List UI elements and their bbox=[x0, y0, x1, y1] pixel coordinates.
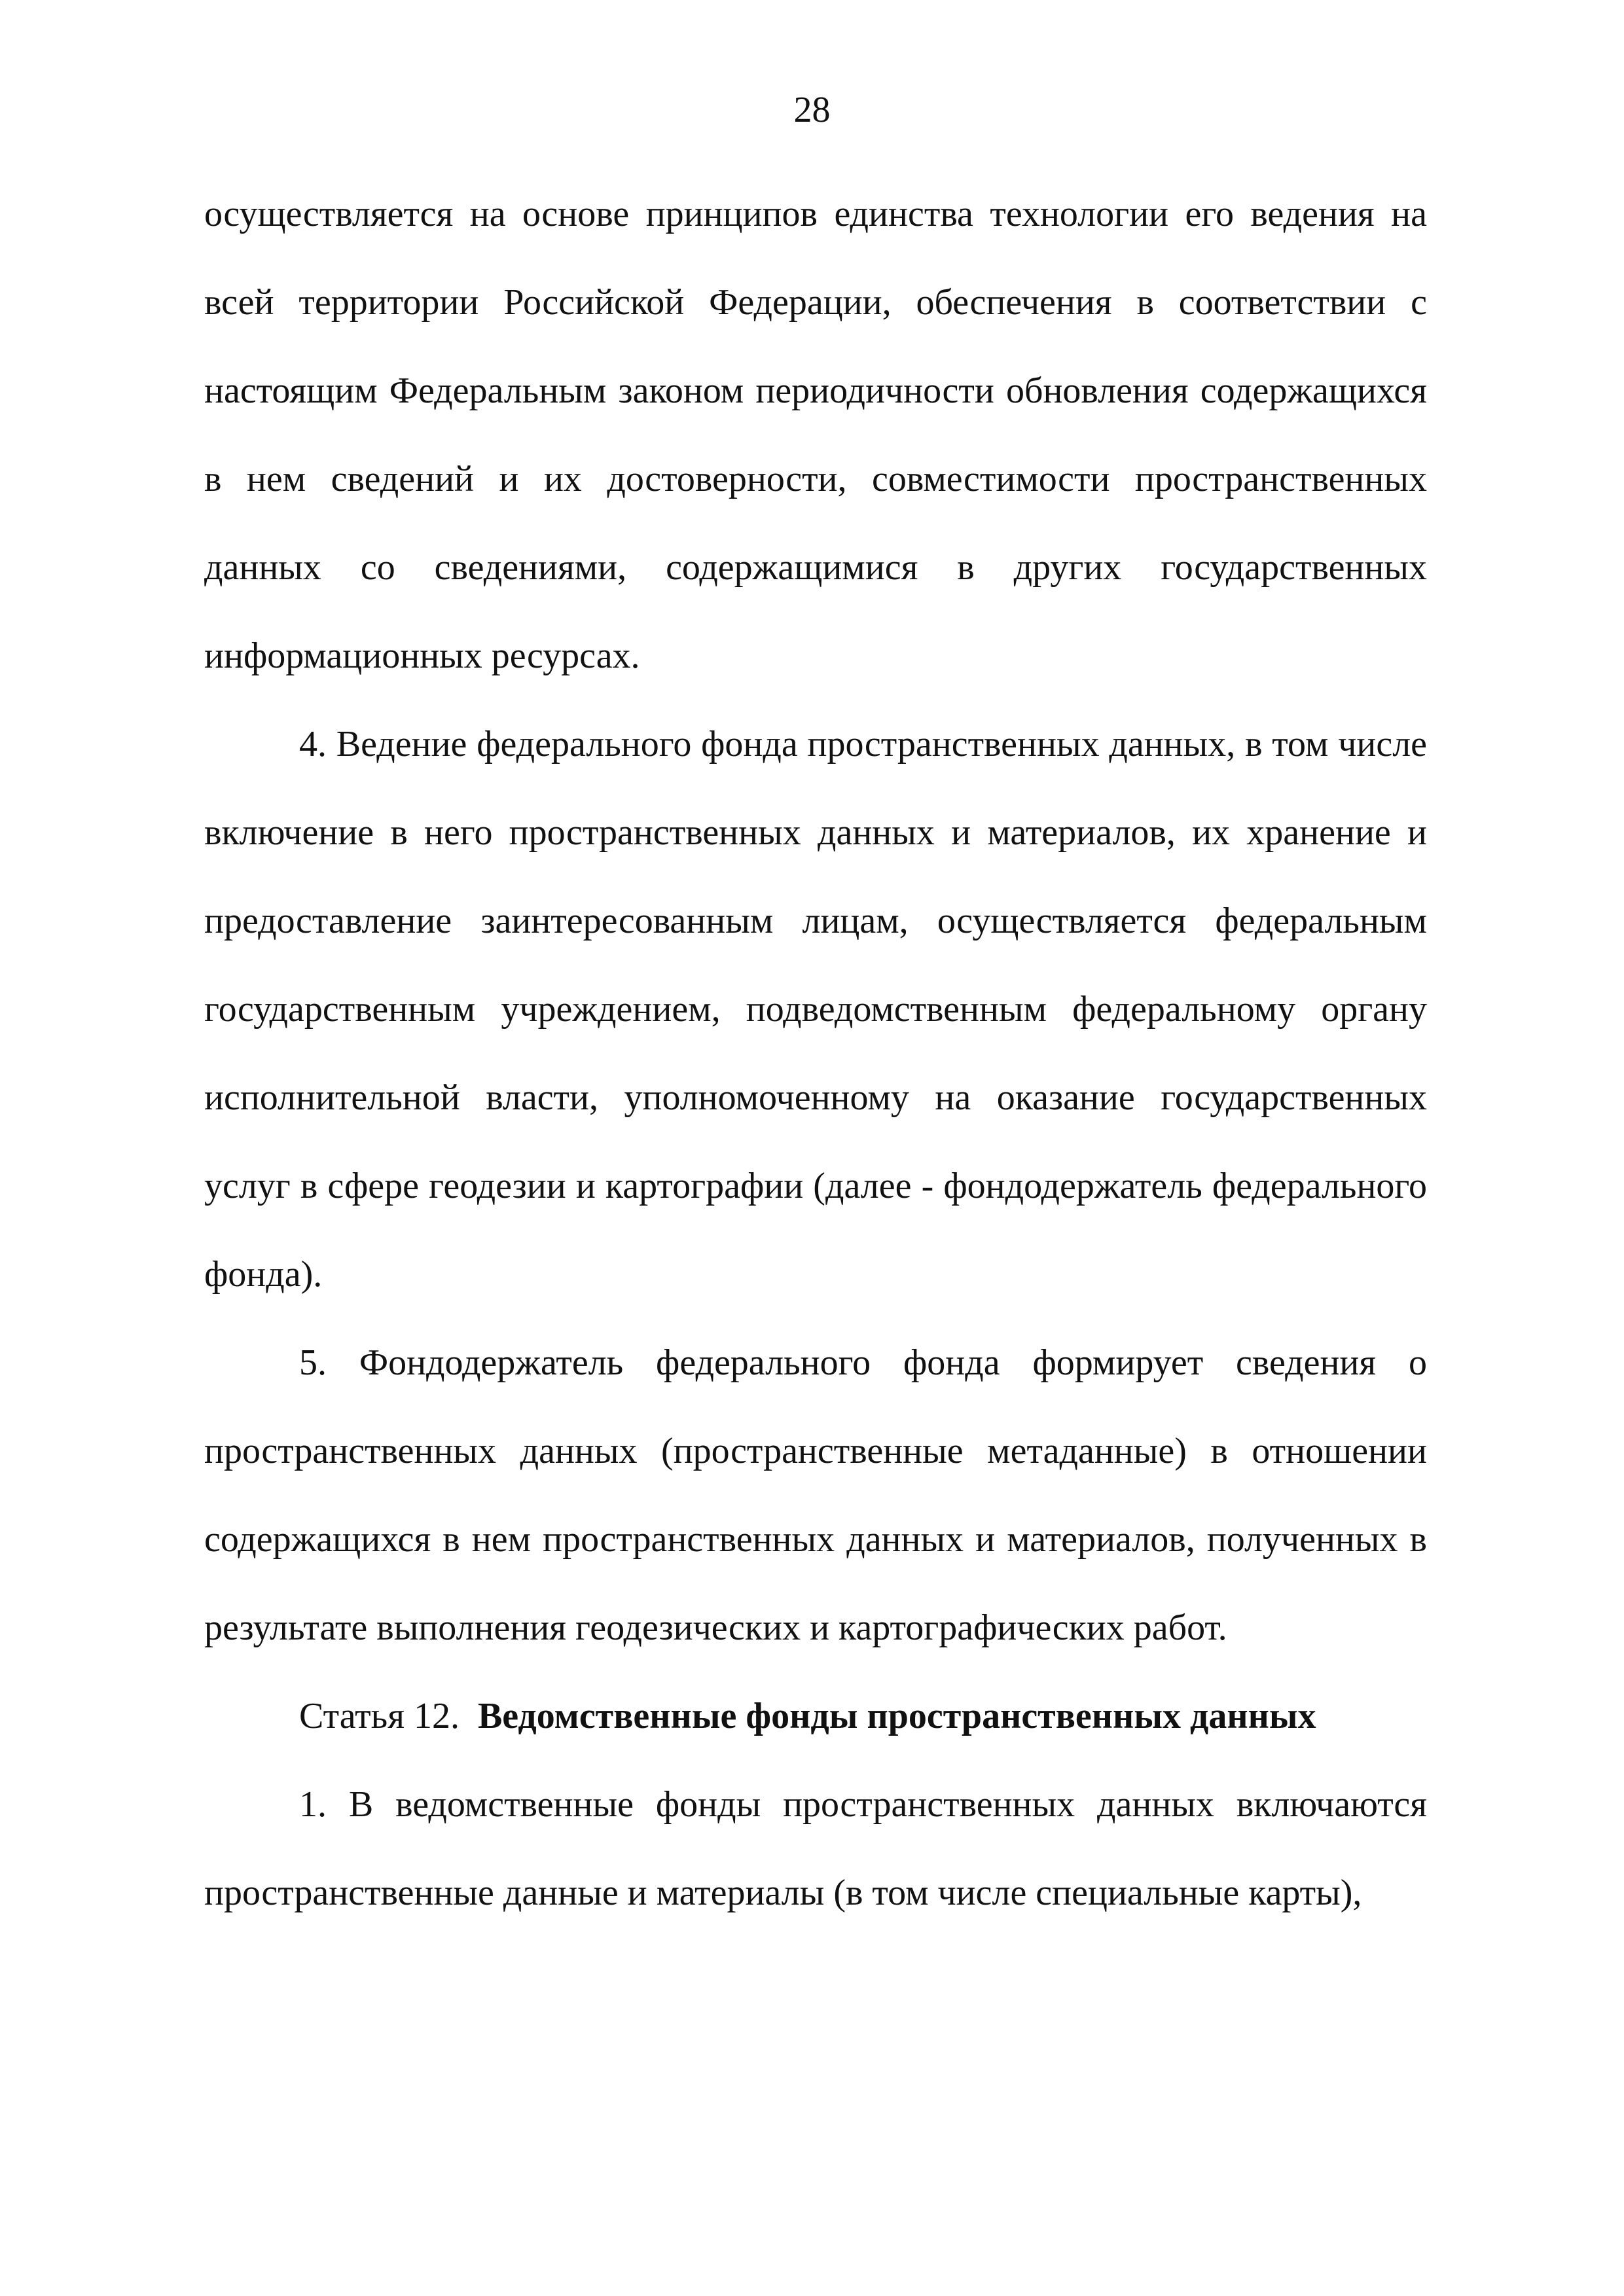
page-number: 28 bbox=[793, 90, 831, 130]
paragraph-article-12-item-1: 1. В ведомственные фонды пространственных данных включаются пространственные данные и материалы (в том числе специальные карты), bbox=[204, 1784, 1427, 1913]
article-label: Статья 12. bbox=[299, 1696, 460, 1736]
document-body bbox=[204, 170, 1427, 1937]
paragraph-item-4: 4. Ведение федерального фонда пространственных данных, в том числе включение в него пространственных данных и материалов, их хранение и предоставление заинтересованным лицам, осуществляется федеральным государственным учреждением, подведомственным федеральному органу исполнительной власти, уполномоченному на оказание государственных услуг в сфере геодезии и картографии (далее - фондодержатель федерального фонда). bbox=[204, 724, 1427, 1295]
paragraph-item-5: 5. Фондодержатель федерального фонда формирует сведения о пространственных данных (пространственные метаданные) в отношении содержащихся в нем пространственных данных и материалов, полученных в результате выполнения геодезических и картографических работ. bbox=[204, 1342, 1427, 1648]
article-title: Ведомственные фонды пространственных данных bbox=[477, 1696, 1316, 1736]
paragraph-continuation: осуществляется на основе принципов единства технологии его ведения на всей территории Российской Федерации, обеспечения в соответствии с настоящим Федеральным законом периодичности обновления содержащихся в нем сведений и их достоверности, совместимости пространственных данных со сведениями, содержащимися в других государственных информационных ресурсах. bbox=[204, 194, 1427, 676]
article-heading bbox=[204, 1672, 1427, 1761]
